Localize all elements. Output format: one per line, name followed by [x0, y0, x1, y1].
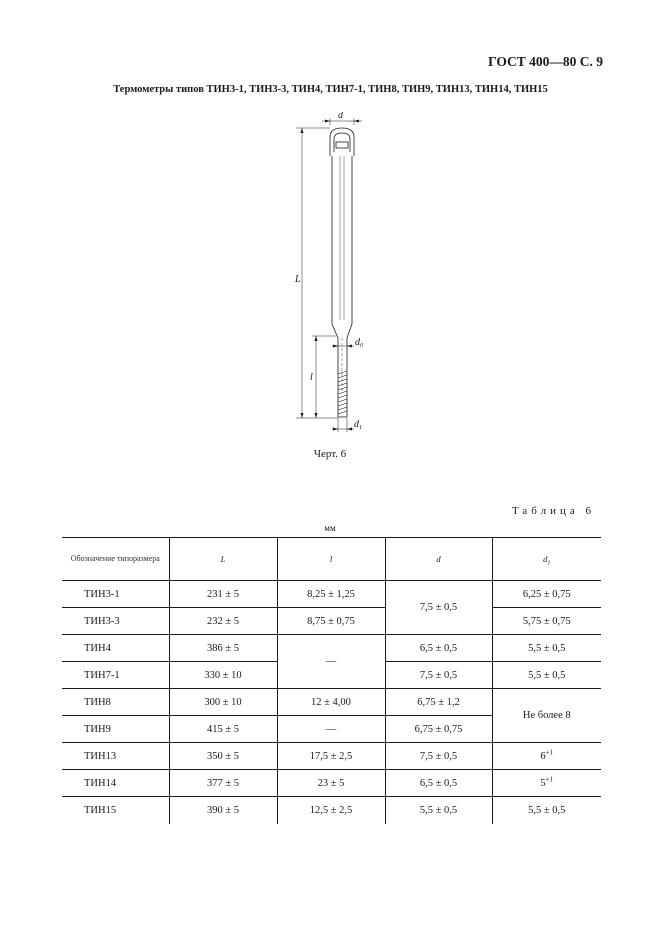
dimensions-table [62, 537, 601, 824]
arrow-L-top [301, 128, 304, 133]
arrow-d1-left [333, 428, 338, 431]
header-name: Обозначение типоразмера [62, 538, 169, 581]
cell-L: 415 ± 5 [169, 716, 277, 743]
cell-name: ТИН14 [62, 770, 169, 797]
table-row [62, 770, 601, 797]
arrow-l-top [315, 336, 318, 341]
arrow-d-left [325, 120, 330, 123]
arrow-d0-left [333, 345, 338, 348]
label-d1: $d_1$ [354, 419, 362, 431]
table-row [62, 581, 601, 608]
cell-l: 23 ± 5 [277, 770, 385, 797]
figure-caption: Черт. 6 [313, 448, 347, 460]
label-l: l [310, 372, 313, 383]
cell-d: 6,75 ± 0,75 [385, 716, 492, 743]
cell-d1: $6^{+1}$ [492, 743, 601, 770]
cell-d: 6,75 ± 1,2 [385, 689, 492, 716]
cell-name: ТИН13 [62, 743, 169, 770]
cell-name: ТИН8 [62, 689, 169, 716]
table-unit: мм [324, 523, 336, 533]
page-title: Термометры типов ТИН3-1, ТИН3-3, ТИН4, ТИН7-1, ТИН8, ТИН9, ТИН13, ТИН14, ТИН15 [113, 84, 548, 95]
cell-d: 7,5 ± 0,5 [385, 581, 492, 635]
label-d: d [338, 112, 343, 121]
cell-d1: 5,5 ± 0,5 [492, 797, 601, 824]
cell-d: 7,5 ± 0,5 [385, 743, 492, 770]
label-d0: $d_0$ [355, 337, 363, 349]
cell-d: 6,5 ± 0,5 [385, 770, 492, 797]
cell-L: 300 ± 10 [169, 689, 277, 716]
cell-L: 350 ± 5 [169, 743, 277, 770]
table-row [62, 635, 601, 662]
cell-d1: 5,5 ± 0,5 [492, 635, 601, 662]
cell-name: ТИН3-3 [62, 608, 169, 635]
cell-name: ТИН3-1 [62, 581, 169, 608]
cell-L: 330 ± 10 [169, 662, 277, 689]
cell-l: — [277, 635, 385, 689]
table-row [62, 797, 601, 824]
cell-d1: 5,5 ± 0,5 [492, 662, 601, 689]
cell-l: 12 ± 4,00 [277, 689, 385, 716]
cell-name: ТИН7-1 [62, 662, 169, 689]
table-row [62, 743, 601, 770]
cell-L: 232 ± 5 [169, 608, 277, 635]
header-d1: $d_1$ [492, 538, 601, 581]
cell-L: 377 ± 5 [169, 770, 277, 797]
reservoir-coil [338, 371, 347, 414]
cell-d: 5,5 ± 0,5 [385, 797, 492, 824]
arrow-L-bottom [301, 413, 304, 418]
cell-d1: Не более 8 [492, 689, 601, 743]
cell-L: 231 ± 5 [169, 581, 277, 608]
cell-d1: $5^{+1}$ [492, 770, 601, 797]
cell-name: ТИН4 [62, 635, 169, 662]
header-l: l [277, 538, 385, 581]
cell-d: 6,5 ± 0,5 [385, 635, 492, 662]
cell-d: 7,5 ± 0,5 [385, 662, 492, 689]
cell-d1: 6,25 ± 0,75 [492, 581, 601, 608]
arrow-l-bottom [315, 413, 318, 418]
thermometer-drawing [280, 112, 380, 442]
cell-L: 390 ± 5 [169, 797, 277, 824]
header-L: L [169, 538, 277, 581]
label-L: L [295, 274, 301, 285]
table-row [62, 689, 601, 716]
table-label: Таблица 6 [511, 505, 595, 517]
cell-name: ТИН15 [62, 797, 169, 824]
arrow-d-right [354, 120, 359, 123]
arrow-d0-right [347, 345, 352, 348]
cell-L: 386 ± 5 [169, 635, 277, 662]
cell-l: 12,5 ± 2,5 [277, 797, 385, 824]
table-row [62, 608, 601, 635]
header-d: d [385, 538, 492, 581]
cell-l: — [277, 716, 385, 743]
cell-l: 17,5 ± 2,5 [277, 743, 385, 770]
thermometer-ring [336, 142, 348, 148]
cell-d1: 5,75 ± 0,75 [492, 608, 601, 635]
cell-l: 8,25 ± 1,25 [277, 581, 385, 608]
arrow-d1-right [347, 428, 352, 431]
cell-l: 8,75 ± 0,75 [277, 608, 385, 635]
page-header: ГОСТ 400—80 С. 9 [488, 54, 603, 69]
cell-name: ТИН9 [62, 716, 169, 743]
